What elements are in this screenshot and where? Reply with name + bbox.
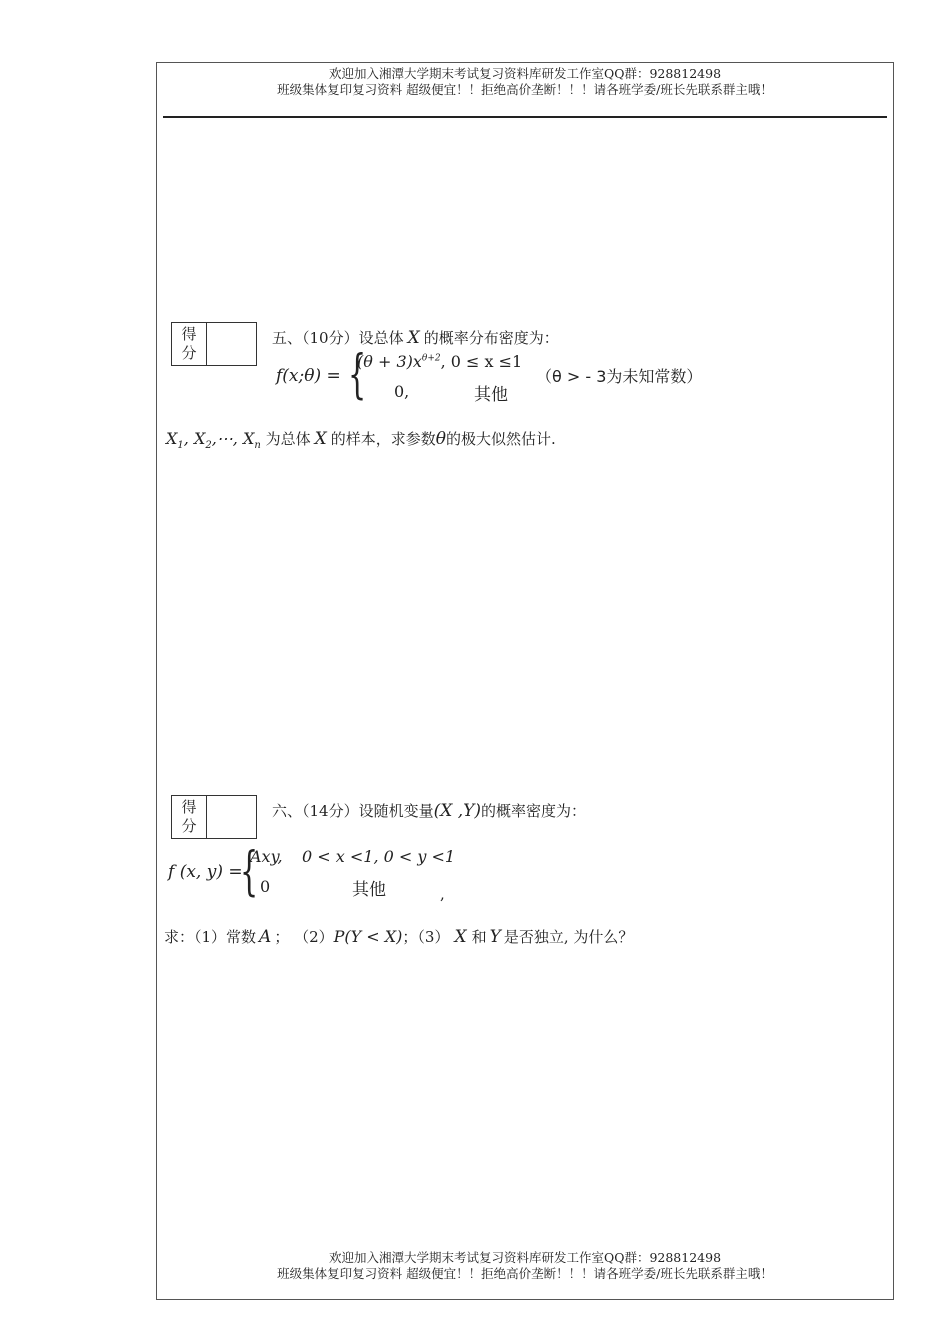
q5-case2-cond: 其他 (474, 385, 508, 405)
page-footer (156, 1250, 894, 1282)
q6-case1-expr: Axy, (250, 847, 283, 866)
q6-comma: , (440, 885, 445, 903)
score-label-2: 分 (181, 344, 197, 362)
q6-case2-expr: 0 (260, 877, 271, 896)
score-box-q5 (171, 322, 257, 366)
score-label-1: 得 (181, 798, 197, 816)
q6-f-lhs: f (x, y) = (168, 862, 243, 882)
header-line-1: 欢迎加入湘潭大学期末考试复习资料库研发工作室QQ群：928812498 (328, 66, 722, 81)
q6-brace: { (240, 842, 259, 902)
q6-case1-cond: 0 < x <1, 0 < y <1 (302, 847, 456, 866)
q5-case2-expr: 0, (394, 382, 410, 401)
score-cell-q5[interactable] (207, 323, 256, 365)
header-rule (163, 116, 887, 118)
page-frame (156, 62, 894, 1300)
footer-line-2: 班级集体复印复习资料 超级便宜！！拒绝高价垄断！！！请各班学委/班长先联系群主哦！ (277, 1266, 773, 1281)
page-header (156, 66, 894, 98)
q5-sample-line: $X_1$, $X_2,\cdots$, $X_n$ 为总体 X 的样本，求参数θ的极大似然估计. (166, 429, 556, 452)
q5-param-note: （θ > - 3为未知常数） (536, 367, 703, 386)
score-label-1: 得 (181, 325, 197, 343)
score-label-2: 分 (181, 817, 197, 835)
footer-line-1: 欢迎加入湘潭大学期末考试复习资料库研发工作室QQ群：928812498 (328, 1250, 722, 1265)
score-cell-q6[interactable] (207, 796, 256, 838)
q6-question-line: 求：（1）常数 A ； （2）P(Y < X)；（3） X 和 Y 是否独立, 为什么？ (164, 927, 634, 947)
q5-case1: $(\theta + 3)x^{\theta+2}$, 0 ≤ x ≤1 (357, 352, 523, 371)
header-line-2: 班级集体复印复习资料 超级便宜！！拒绝高价垄断！！！请各班学委/班长先联系群主哦！ (277, 82, 773, 97)
q5-brace: { (348, 345, 367, 405)
q5-heading: 五、（10分）设总体 X 的概率分布密度为： (272, 328, 559, 348)
q6-case2-cond: 其他 (352, 880, 386, 900)
q5-f-lhs: f(x;θ) = (276, 366, 341, 386)
q6-heading: 六、（14分）设随机变量(X ,Y)的概率密度为： (272, 801, 587, 821)
score-box-q6 (171, 795, 257, 839)
